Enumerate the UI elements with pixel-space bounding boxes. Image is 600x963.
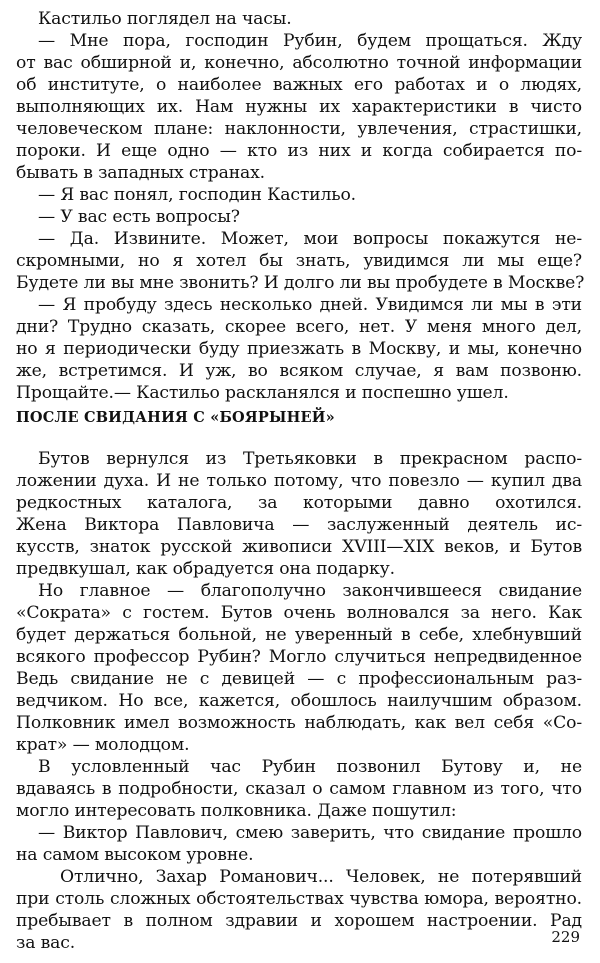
text-line: предвкушал, как обрадуется она подарку. (16, 559, 395, 579)
text-line: — Я вас понял, господин Кастильо. (38, 185, 356, 205)
text-line: редкостных каталога, за которыми давно охотился. (16, 493, 582, 513)
text-line: Бутов вернулся из Третьяковки в прекрасном распо- (38, 449, 582, 469)
text-line: за вас. (16, 933, 76, 953)
text-line: — У вас есть вопросы? (38, 207, 240, 227)
text-line: скромными, но я хотел бы знать, увидимся ли мы еще? (16, 251, 582, 271)
page-number: 229 (551, 928, 580, 946)
text-line: Прощайте.— Кастильо раскланялся и поспешно ушел. (16, 383, 509, 403)
text-line: кусств, знаток русской живописи XVIII—XIX веков, и Бутов (16, 537, 582, 557)
text-line: пребывает в полном здравии и хорошем настроении. Рад (16, 911, 582, 931)
text-line: ведчиком. Но все, кажется, обошлось наилучшим образом. (16, 691, 582, 711)
text-line: В условленный час Рубин позвонил Бутову и, не (38, 757, 582, 777)
text-line: об институте, о наиболее важных его работах и о людях, (16, 75, 582, 95)
text-line: будет держаться больной, не уверенный в себе, хлебнувший (16, 625, 582, 645)
text-line: — Мне пора, господин Рубин, будем прощаться. Жду (38, 31, 582, 51)
text-line: ложении духа. И не только потому, что повезло — купил два (16, 471, 582, 491)
text-line: дни? Трудно сказать, скорее всего, нет. У меня много дел, (16, 317, 582, 337)
text-line: бывать в западных странах. (16, 163, 265, 183)
text-line: человеческом плане: наклонности, увлечения, страстишки, (16, 119, 582, 139)
text-line: же, встретимся. И уж, во всяком случае, я вам позвоню. (16, 361, 582, 381)
text-line: — Я пробуду здесь несколько дней. Увидимся ли мы в эти (38, 295, 582, 315)
text-line: Но главное — благополучно закончившееся свидание (38, 581, 582, 601)
text-line: пороки. И еще одно — кто из них и когда собирается по- (16, 141, 582, 161)
section-heading: ПОСЛЕ СВИДАНИЯ С «БОЯРЫНЕЙ» (16, 409, 335, 426)
text-line: могло интересовать полковника. Даже пошутил: (16, 801, 457, 821)
text-line: Кастильо поглядел на часы. (38, 9, 292, 29)
text-line: выполняющих их. Нам нужны их характеристики в чисто (16, 97, 582, 117)
text-line: всякого профессор Рубин? Могло случиться непредвиденное (16, 647, 582, 667)
text-line: Жена Виктора Павловича — заслуженный деятель ис- (16, 515, 582, 535)
text-line: — Виктор Павлович, смею заверить, что свидание прошло (38, 823, 582, 843)
text-line: крат» — молодцом. (16, 735, 190, 755)
text-line: Отлично, Захар Романович... Человек, не потерявший (60, 867, 582, 887)
text-line: — Да. Извините. Может, мои вопросы покажутся не- (38, 229, 582, 249)
text-line: при столь сложных обстоятельствах чувства юмора, вероятно. (16, 889, 582, 909)
text-line: «Сократа» с гостем. Бутов очень волновался за него. Как (16, 603, 582, 623)
text-line: от вас обширной и, конечно, абсолютно точной информации (16, 53, 582, 73)
text-line: Ведь свидание не с девицей — с профессиональным раз- (16, 669, 582, 689)
text-line: вдаваясь в подробности, сказал о самом главном из того, что (16, 779, 582, 799)
text-line: Будете ли вы мне звонить? И долго ли вы пробудете в Москве? (16, 273, 585, 293)
text-line: на самом высоком уровне. (16, 845, 254, 865)
text-line: но я периодически буду приезжать в Москву, и мы, конечно (16, 339, 582, 359)
text-line: Полковник имел возможность наблюдать, как вел себя «Со- (16, 713, 582, 733)
